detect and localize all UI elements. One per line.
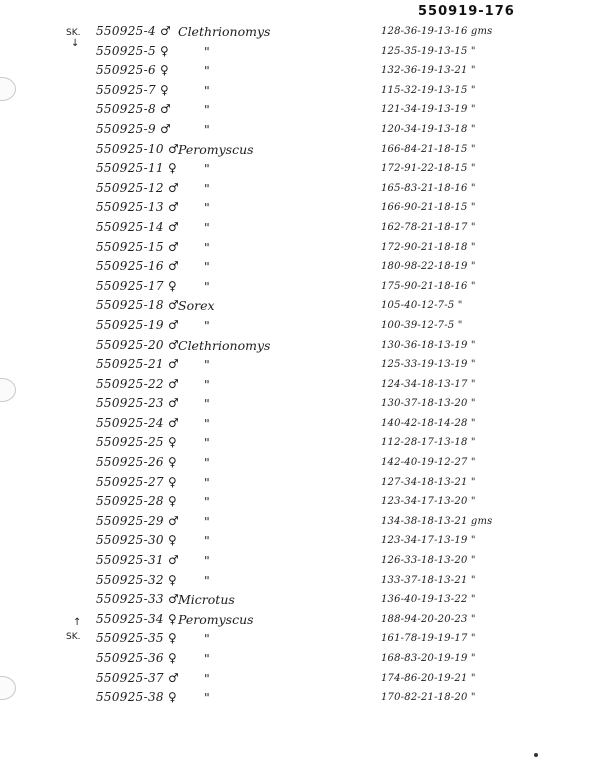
specimen-number: 550925-19 ♂ bbox=[96, 317, 180, 332]
species-name: Microtus bbox=[178, 592, 235, 608]
species-name: " bbox=[204, 239, 210, 255]
page-id: 550919-176 bbox=[418, 4, 515, 19]
list-item bbox=[0, 179, 600, 199]
specimen-number: 550925-35 ♀ bbox=[96, 631, 178, 646]
measurements: 112-28-17-13-18 " bbox=[381, 437, 476, 449]
species-name: " bbox=[204, 102, 210, 118]
list-item bbox=[0, 414, 600, 434]
species-name: " bbox=[204, 376, 210, 392]
measurements: 133-37-18-13-21 " bbox=[381, 574, 476, 586]
species-name: Peromyscus bbox=[178, 611, 254, 627]
specimen-number: 550925-30 ♀ bbox=[96, 533, 178, 548]
species-name: " bbox=[204, 396, 210, 412]
measurements: 174-86-20-19-21 " bbox=[381, 672, 476, 684]
specimen-number: 550925-17 ♀ bbox=[96, 278, 178, 293]
species-name: " bbox=[204, 278, 210, 294]
specimen-number: 550925-18 ♂ bbox=[96, 298, 180, 313]
specimen-number: 550925-37 ♂ bbox=[96, 670, 180, 685]
specimen-number: 550925-24 ♂ bbox=[96, 415, 180, 430]
species-name: " bbox=[204, 63, 210, 79]
species-name: " bbox=[204, 180, 210, 196]
specimen-number: 550925-26 ♀ bbox=[96, 455, 178, 470]
measurements: 165-83-21-18-16 " bbox=[381, 182, 476, 194]
list-item bbox=[0, 610, 600, 630]
measurements: 132-36-19-13-21 " bbox=[381, 65, 476, 77]
measurements: 123-34-17-13-19 " bbox=[381, 535, 476, 547]
species-name: " bbox=[204, 572, 210, 588]
species-name: " bbox=[204, 43, 210, 59]
list-item bbox=[0, 159, 600, 179]
list-item bbox=[0, 649, 600, 669]
list-item bbox=[0, 688, 600, 708]
start-marker: SK. bbox=[66, 28, 81, 38]
measurements: 125-33-19-13-19 " bbox=[381, 359, 476, 371]
measurements: 124-34-18-13-17 " bbox=[381, 378, 476, 390]
specimen-number: 550925-22 ♂ bbox=[96, 376, 180, 391]
measurements: 172-90-21-18-18 " bbox=[381, 241, 476, 253]
species-name: " bbox=[204, 690, 210, 706]
specimen-number: 550925-14 ♂ bbox=[96, 219, 180, 234]
measurements: 127-34-18-13-21 " bbox=[381, 476, 476, 488]
measurements: 166-90-21-18-15 " bbox=[381, 202, 476, 214]
list-item bbox=[0, 492, 600, 512]
measurements: 125-35-19-13-15 " bbox=[381, 45, 476, 57]
specimen-list bbox=[0, 22, 600, 708]
specimen-number: 550925-36 ♀ bbox=[96, 651, 178, 665]
list-item bbox=[0, 551, 600, 571]
list-item bbox=[0, 198, 600, 218]
species-name: " bbox=[204, 121, 210, 137]
specimen-number: 550925-4 ♂ bbox=[96, 24, 172, 38]
measurements: 172-91-22-18-15 " bbox=[381, 163, 476, 175]
down-arrow-icon: ↓ bbox=[71, 38, 80, 49]
measurements: 180-98-22-18-19 " bbox=[381, 261, 476, 273]
specimen-number: 550925-20 ♂ bbox=[96, 337, 180, 352]
list-item bbox=[0, 531, 600, 551]
list-item bbox=[0, 669, 600, 689]
species-name: " bbox=[204, 651, 210, 666]
list-item bbox=[0, 296, 600, 316]
specimen-number: 550925-11 ♀ bbox=[96, 161, 178, 176]
species-name: " bbox=[204, 513, 210, 529]
measurements: 175-90-21-18-16 " bbox=[381, 280, 476, 292]
measurements: 100-39-12-7-5 " bbox=[381, 319, 463, 331]
list-item bbox=[0, 81, 600, 101]
specimen-number: 550925-28 ♀ bbox=[96, 494, 178, 509]
list-item bbox=[0, 571, 600, 591]
list-item bbox=[0, 433, 600, 453]
list-item bbox=[0, 61, 600, 81]
species-name: " bbox=[204, 474, 210, 490]
measurements: 136-40-19-13-22 " bbox=[381, 594, 476, 606]
species-name: " bbox=[204, 357, 210, 373]
specimen-number: 550925-34 ♀ bbox=[96, 611, 178, 626]
up-arrow-icon: ↑ bbox=[73, 617, 82, 628]
species-name: Clethrionomys bbox=[178, 337, 271, 353]
measurements: 105-40-12-7-5 " bbox=[381, 300, 463, 312]
list-item bbox=[0, 394, 600, 414]
species-name: " bbox=[204, 82, 210, 98]
species-name: Sorex bbox=[178, 298, 215, 314]
list-item bbox=[0, 629, 600, 649]
species-name: " bbox=[204, 670, 210, 686]
measurements: 128-36-19-13-16 gms bbox=[381, 26, 493, 37]
specimen-number: 550925-31 ♂ bbox=[96, 553, 180, 568]
list-item bbox=[0, 140, 600, 160]
list-item bbox=[0, 375, 600, 395]
list-item bbox=[0, 473, 600, 493]
specimen-number: 550925-6 ♀ bbox=[96, 63, 170, 78]
measurements: 140-42-18-14-28 " bbox=[381, 417, 476, 429]
measurements: 126-33-18-13-20 " bbox=[381, 555, 476, 567]
list-item bbox=[0, 42, 600, 62]
measurements: 161-78-19-19-17 " bbox=[381, 633, 476, 645]
measurements: 166-84-21-18-15 " bbox=[381, 143, 476, 155]
end-marker: SK. bbox=[66, 632, 81, 642]
species-name: Clethrionomys bbox=[178, 24, 271, 39]
species-name: " bbox=[204, 533, 210, 549]
list-item bbox=[0, 355, 600, 375]
species-name: Peromyscus bbox=[178, 141, 254, 157]
species-name: " bbox=[204, 259, 210, 275]
species-name: " bbox=[204, 494, 210, 510]
list-item bbox=[0, 22, 600, 42]
measurements: 120-34-19-13-18 " bbox=[381, 123, 476, 135]
specimen-number: 550925-9 ♂ bbox=[96, 121, 172, 136]
species-name: " bbox=[204, 553, 210, 569]
list-item bbox=[0, 218, 600, 238]
measurements: 130-37-18-13-20 " bbox=[381, 398, 476, 410]
specimen-number: 550925-25 ♀ bbox=[96, 435, 178, 450]
list-item bbox=[0, 590, 600, 610]
list-item bbox=[0, 238, 600, 258]
species-name: " bbox=[204, 219, 210, 235]
list-item bbox=[0, 336, 600, 356]
specimen-number: 550925-33 ♂ bbox=[96, 592, 180, 607]
measurements: 134-38-18-13-21 gms bbox=[381, 515, 493, 527]
list-item bbox=[0, 257, 600, 277]
list-item bbox=[0, 316, 600, 336]
list-item bbox=[0, 100, 600, 120]
specimen-number: 550925-12 ♂ bbox=[96, 180, 180, 195]
species-name: " bbox=[204, 161, 210, 177]
specimen-number: 550925-21 ♂ bbox=[96, 357, 180, 372]
species-name: " bbox=[204, 415, 210, 431]
specimen-number: 550925-29 ♂ bbox=[96, 513, 180, 528]
measurements: 168-83-20-19-19 " bbox=[381, 653, 476, 664]
measurements: 162-78-21-18-17 " bbox=[381, 221, 476, 233]
list-item bbox=[0, 453, 600, 473]
specimen-number: 550925-23 ♂ bbox=[96, 396, 180, 411]
measurements: 130-36-18-13-19 " bbox=[381, 339, 476, 351]
species-name: " bbox=[204, 435, 210, 451]
specimen-number: 550925-38 ♀ bbox=[96, 690, 178, 705]
specimen-number: 550925-10 ♂ bbox=[96, 141, 180, 156]
measurements: 123-34-17-13-20 " bbox=[381, 496, 476, 508]
list-item bbox=[0, 120, 600, 140]
specimen-number: 550925-15 ♂ bbox=[96, 239, 180, 254]
specimen-number: 550925-16 ♂ bbox=[96, 259, 180, 274]
measurements: 121-34-19-13-19 " bbox=[381, 104, 476, 116]
species-name: " bbox=[204, 200, 210, 216]
specimen-number: 550925-8 ♂ bbox=[96, 102, 172, 117]
measurements: 170-82-21-18-20 " bbox=[381, 692, 476, 704]
specimen-number: 550925-5 ♀ bbox=[96, 43, 170, 58]
list-item bbox=[0, 277, 600, 297]
specimen-number: 550925-32 ♀ bbox=[96, 572, 178, 587]
ink-dot bbox=[534, 753, 538, 757]
species-name: " bbox=[204, 455, 210, 471]
species-name: " bbox=[204, 631, 210, 647]
measurements: 115-32-19-13-15 " bbox=[381, 84, 476, 96]
specimen-number: 550925-13 ♂ bbox=[96, 200, 180, 215]
species-name: " bbox=[204, 317, 210, 333]
specimen-number: 550925-7 ♀ bbox=[96, 82, 170, 97]
specimen-number: 550925-27 ♀ bbox=[96, 474, 178, 489]
measurements: 142-40-19-12-27 " bbox=[381, 457, 476, 469]
measurements: 188-94-20-20-23 " bbox=[381, 613, 476, 625]
list-item bbox=[0, 512, 600, 532]
